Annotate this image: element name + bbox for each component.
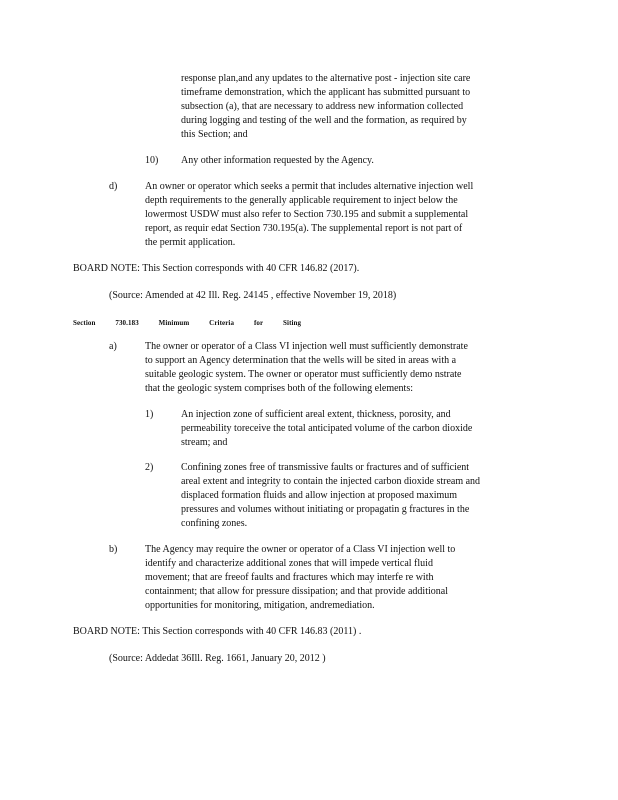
text-line: The Agency may require the owner or operator of a Class VI injection well to bbox=[145, 544, 456, 555]
paragraph-1 bbox=[145, 408, 545, 450]
item-label: a) bbox=[109, 341, 117, 352]
text-line: An owner or operator which seeks a permit that includes alternative injection well bbox=[145, 181, 474, 192]
item-label: 1) bbox=[145, 409, 154, 420]
text-line: opportunities for monitoring, mitigation, andremediation. bbox=[145, 600, 375, 611]
section-number: 730.183 bbox=[115, 319, 139, 327]
text-line: (Source: Amended at 42 Ill. Reg. 24145 , effective November 19, 2018) bbox=[109, 290, 397, 301]
item-10 bbox=[145, 154, 545, 168]
text-line: the permit application. bbox=[145, 237, 236, 248]
text-line: depth requirements to the generally applicable requirement to inject below the bbox=[145, 195, 458, 206]
text-line: containment; that allow for pressure dissipation; and that provide additional bbox=[145, 586, 448, 597]
item-label: d) bbox=[109, 181, 118, 192]
text-line: displaced formation fluids and allow injection at proposed maximum bbox=[181, 490, 458, 501]
text-line: An injection zone of sufficient areal extent, thickness, porosity, and bbox=[181, 409, 451, 420]
text-line: timeframe demonstration, which the applicant has submitted pursuant to bbox=[181, 87, 471, 98]
source-note bbox=[109, 289, 549, 303]
section-heading bbox=[73, 316, 373, 330]
text-line: report, as requir edat Section 730.195(a). The supplemental report is not part of bbox=[145, 223, 463, 234]
board-note bbox=[73, 625, 543, 639]
item-label: 2) bbox=[145, 462, 154, 473]
text-line: confining zones. bbox=[181, 518, 248, 529]
text-line: this Section; and bbox=[181, 129, 248, 140]
item-9-continuation bbox=[181, 72, 541, 142]
text-line: Any other information requested by the Agency. bbox=[181, 155, 374, 166]
text-line: BOARD NOTE: This Section corresponds with 40 CFR 146.82 (2017). bbox=[73, 263, 360, 274]
item-label: 10) bbox=[145, 155, 159, 166]
text-line: The owner or operator of a Class VI injection well must sufficiently demonstrate bbox=[145, 341, 468, 352]
text-line: pressures and volumes without initiating or propagatin g fractures in the bbox=[181, 504, 470, 515]
text-line: lowermost USDW must also refer to Section 730.195 and submit a supplemental bbox=[145, 209, 469, 220]
paragraph-2 bbox=[145, 461, 545, 531]
source-note bbox=[109, 652, 549, 666]
text-line: permeability toreceive the total anticipated volume of the carbon dioxide bbox=[181, 423, 473, 434]
section-title-word: for bbox=[253, 319, 264, 327]
text-line: subsection (a), that are necessary to address new information collected bbox=[181, 101, 464, 112]
section-word: Section bbox=[73, 319, 96, 327]
text-line: response plan,and any updates to the alternative post - injection site care bbox=[181, 73, 471, 84]
text-line: that the geologic system comprises both of the following elements: bbox=[145, 383, 414, 394]
subsection-b bbox=[109, 543, 549, 613]
section-title-word: Criteria bbox=[209, 319, 235, 327]
text-line: to support an Agency determination that the wells will be sited in areas with a bbox=[145, 355, 457, 366]
section-title-word: Siting bbox=[283, 319, 302, 327]
text-line: movement; that are freeof faults and fractures which may interfe re with bbox=[145, 572, 434, 583]
text-line: Confining zones free of transmissive faults or fractures and of sufficient bbox=[181, 462, 470, 473]
text-line: during logging and testing of the well and the formation, as required by bbox=[181, 115, 467, 126]
section-title-word: Minimum bbox=[158, 319, 190, 327]
text-line: areal extent and integrity to contain the injected carbon dioxide stream and bbox=[181, 476, 481, 487]
subsection-a bbox=[109, 340, 549, 396]
text-line: stream; and bbox=[181, 437, 228, 448]
subsection-d bbox=[109, 180, 549, 250]
text-line: suitable geologic system. The owner or operator must sufficiently demo nstrate bbox=[145, 369, 462, 380]
board-note bbox=[73, 262, 543, 276]
text-line: (Source: Addedat 36Ill. Reg. 1661, January 20, 2012 ) bbox=[109, 653, 326, 664]
item-label: b) bbox=[109, 544, 118, 555]
text-line: BOARD NOTE: This Section corresponds with 40 CFR 146.83 (2011) . bbox=[73, 626, 362, 637]
text-line: identify and characterize additional zones that will impede vertical fluid bbox=[145, 558, 433, 569]
